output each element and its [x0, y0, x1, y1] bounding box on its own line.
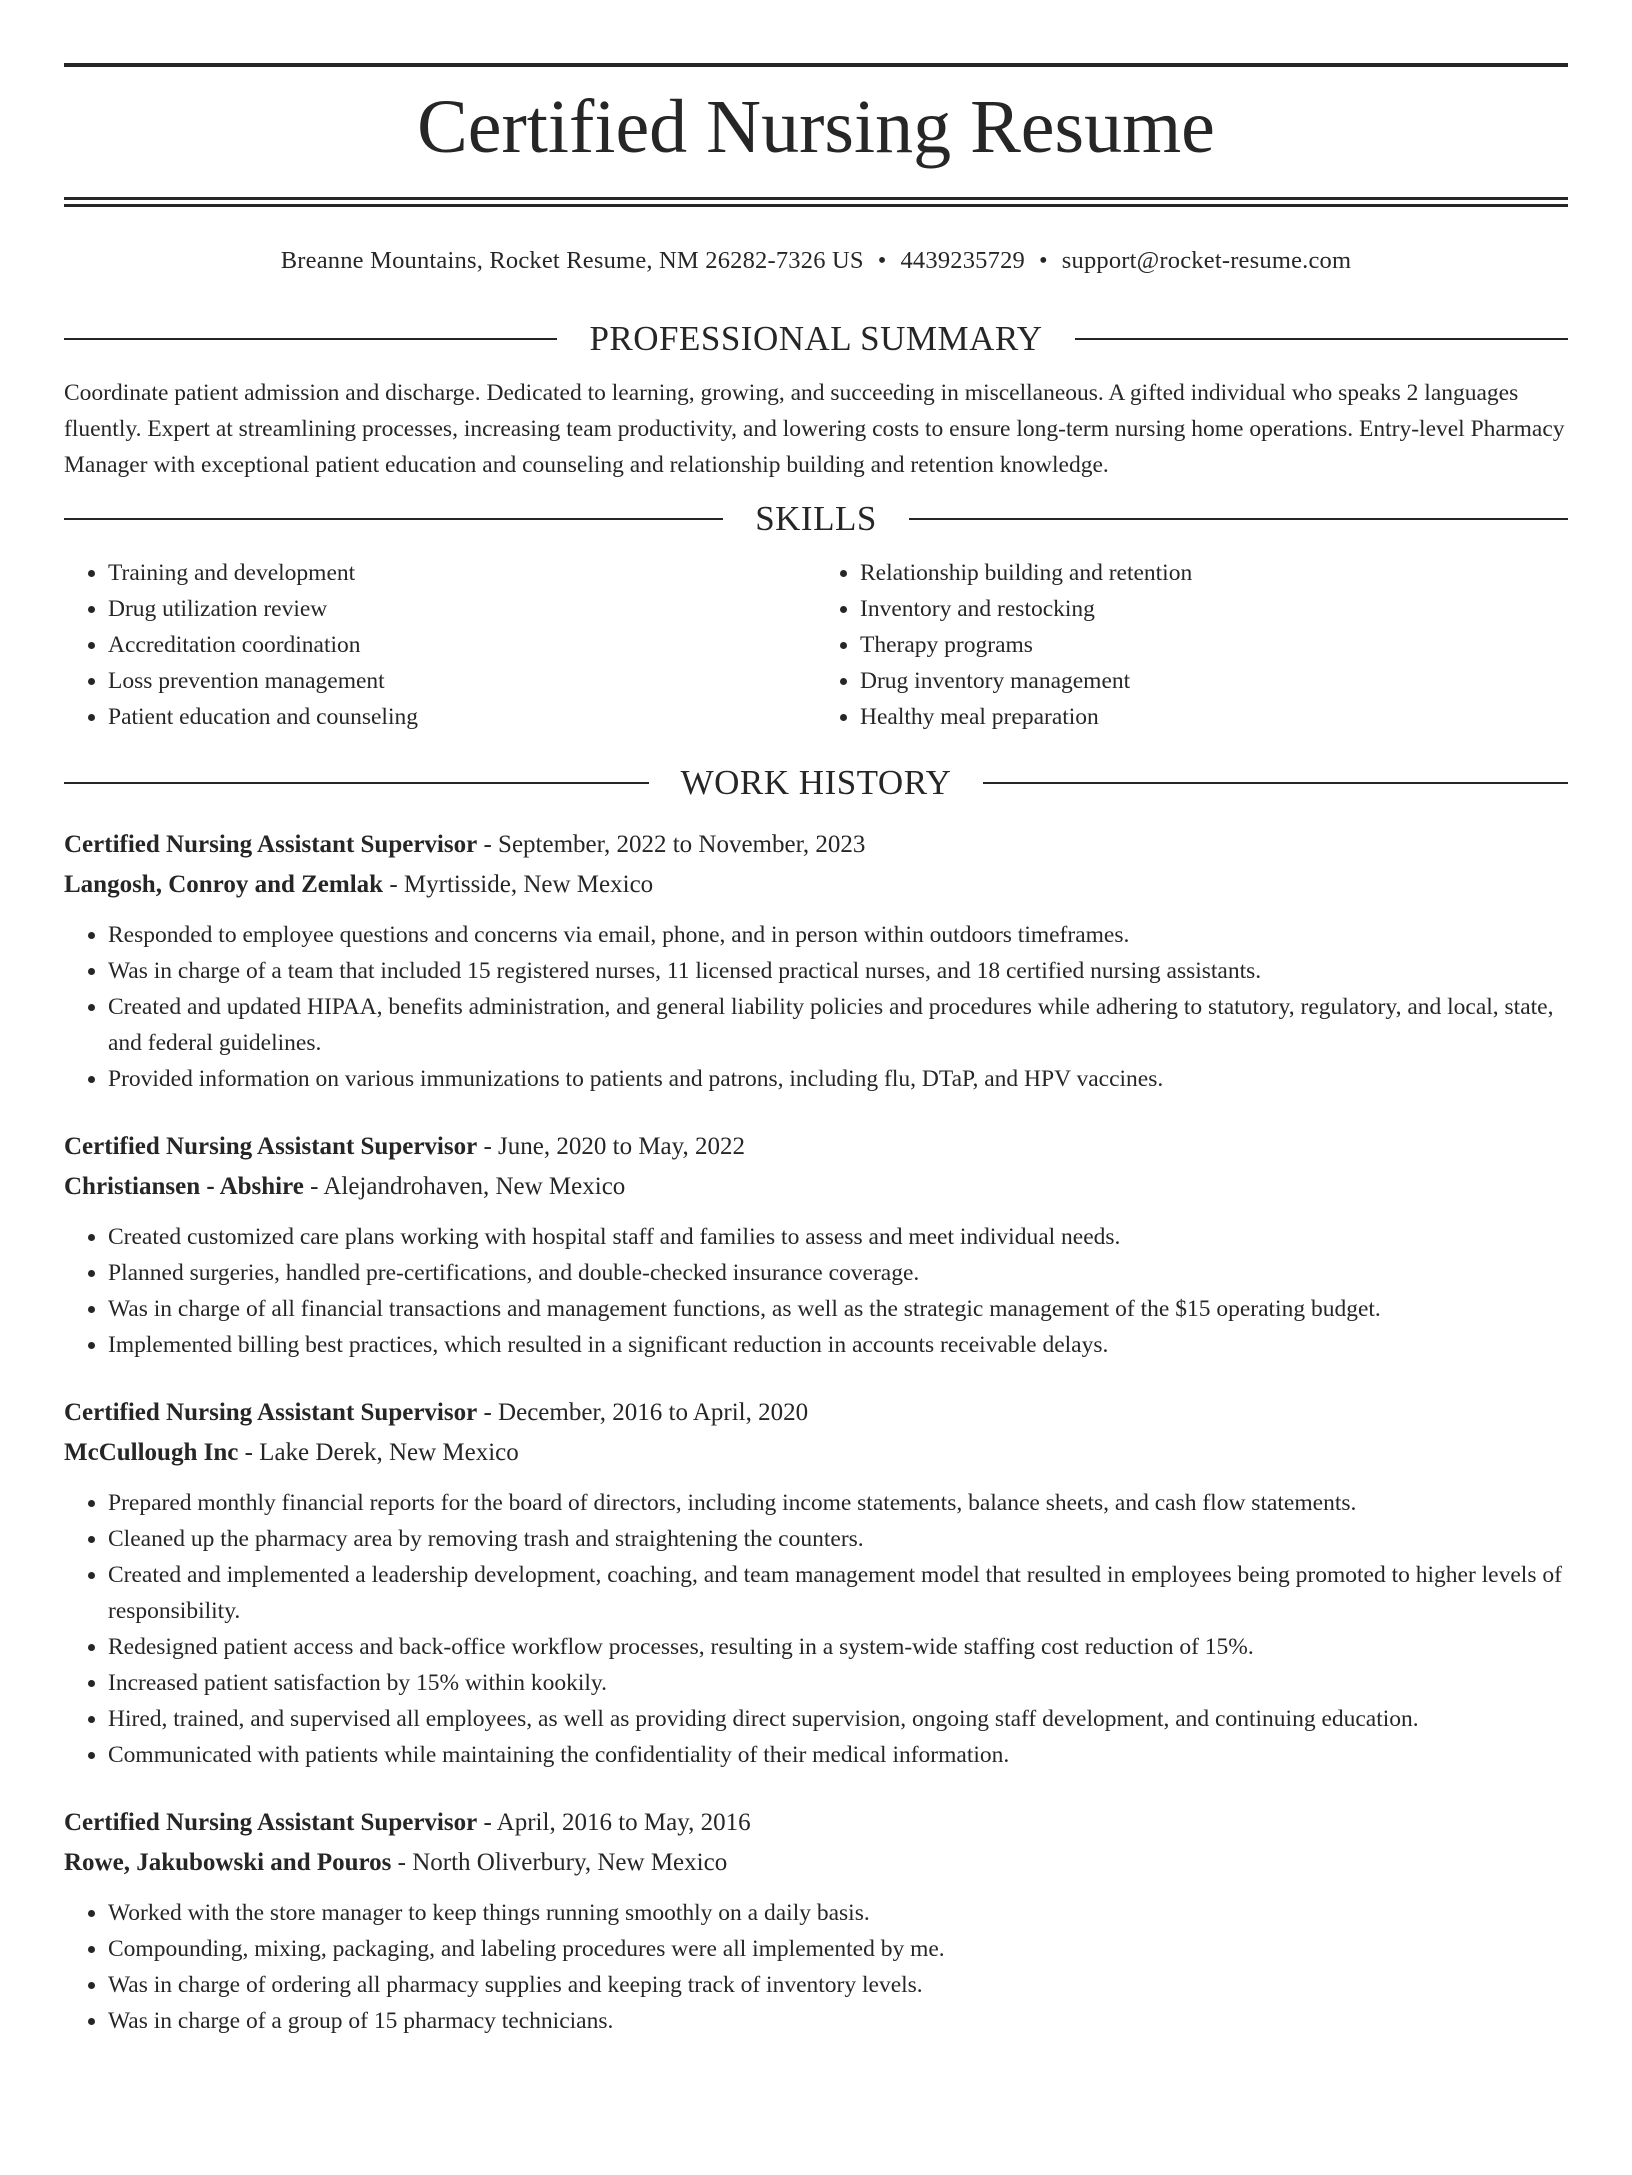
resume-title: Certified Nursing Resume	[417, 85, 1215, 169]
job-location: Alejandrohaven, New Mexico	[323, 1173, 626, 1200]
resume-page	[0, 63, 1632, 2175]
contact-address: Breanne Mountains, Rocket Resume, NM 26282-7326 US	[280, 247, 864, 274]
skill-item: • Healthy meal preparation	[860, 699, 1568, 735]
job-entry	[64, 1127, 1568, 1363]
job-bullet: • Communicated with patients while maintaining the confidentiality of their medical information.	[108, 1737, 1568, 1773]
skills-columns	[64, 555, 1568, 735]
job-company: Christiansen - Abshire	[64, 1173, 304, 1200]
job-bullet: • Redesigned patient access and back-office workflow processes, resulting in a system-wide staffing cost reduction of 15%.	[108, 1629, 1568, 1665]
job-dates: December, 2016 to April, 2020	[498, 1399, 809, 1426]
heading-rule-left	[64, 782, 649, 784]
skill-item: • Relationship building and retention	[860, 555, 1568, 591]
job-title-line	[64, 825, 1568, 865]
job-bullet: • Was in charge of all financial transactions and management functions, as well as the strategic management of the $15 operating budget.	[108, 1291, 1568, 1327]
heading-rule-left	[64, 518, 723, 520]
dash: -	[397, 1849, 406, 1876]
job-location: North Oliverbury, New Mexico	[412, 1849, 728, 1876]
contact-separator: •	[877, 247, 887, 274]
job-bullet: • Provided information on various immunizations to patients and patrons, including flu, DTaP, and HPV vaccines.	[108, 1061, 1568, 1097]
dash: -	[389, 871, 398, 898]
job-entry	[64, 1393, 1568, 1773]
skill-item: • Inventory and restocking	[860, 591, 1568, 627]
dash: -	[310, 1173, 319, 1200]
job-bullet: • Responded to employee questions and concerns via email, phone, and in person within outdoors timeframes.	[108, 917, 1568, 953]
job-title: Certified Nursing Assistant Supervisor	[64, 1809, 478, 1836]
work-history-list	[64, 825, 1568, 2039]
job-bullet: • Planned surgeries, handled pre-certifications, and double-checked insurance coverage.	[108, 1255, 1568, 1291]
job-company: McCullough Inc	[64, 1439, 239, 1466]
dash: -	[483, 1133, 492, 1160]
skill-item: • Accreditation coordination	[108, 627, 816, 663]
contact-separator: •	[1038, 247, 1048, 274]
contact-email: support@rocket-resume.com	[1061, 247, 1352, 274]
job-company-line	[64, 865, 1568, 905]
job-title: Certified Nursing Assistant Supervisor	[64, 1133, 478, 1160]
job-dates: April, 2016 to May, 2016	[496, 1809, 751, 1836]
skill-item: • Loss prevention management	[108, 663, 816, 699]
skills-list-left	[64, 555, 816, 735]
contact-phone: 4439235729	[900, 247, 1025, 274]
job-company: Langosh, Conroy and Zemlak	[64, 871, 384, 898]
job-bullet: • Prepared monthly financial reports for the board of directors, including income statements, balance sheets, and cash flow statements.	[108, 1485, 1568, 1521]
title-double-divider	[64, 197, 1568, 207]
job-title-line	[64, 1803, 1568, 1843]
job-bullet: • Implemented billing best practices, which resulted in a significant reduction in accounts receivable delays.	[108, 1327, 1568, 1363]
dash: -	[483, 831, 492, 858]
skill-item: • Patient education and counseling	[108, 699, 816, 735]
job-title-line	[64, 1127, 1568, 1167]
job-dates: June, 2020 to May, 2022	[498, 1133, 746, 1160]
job-bullet: • Was in charge of a team that included 15 registered nurses, 11 licensed practical nurses, and 18 certified nursing assistants.	[108, 953, 1568, 989]
job-bullet: • Was in charge of a group of 15 pharmacy technicians.	[108, 2003, 1568, 2039]
job-bullet: • Created and updated HIPAA, benefits administration, and general liability policies and procedures while adhering to statutory, regulatory, and local, state, and federal guidelines.	[108, 989, 1568, 1061]
job-title: Certified Nursing Assistant Supervisor	[64, 1399, 478, 1426]
job-bullets	[64, 1895, 1568, 2039]
job-title: Certified Nursing Assistant Supervisor	[64, 831, 478, 858]
summary-heading-label: PROFESSIONAL SUMMARY	[589, 319, 1043, 358]
skills-heading-label: SKILLS	[755, 499, 877, 538]
job-company: Rowe, Jakubowski and Pouros	[64, 1849, 392, 1876]
job-bullet: • Hired, trained, and supervised all employees, as well as providing direct supervision, ongoing staff development, and continuing education.	[108, 1701, 1568, 1737]
work-history-heading	[64, 761, 1568, 805]
work-history-heading-label: WORK HISTORY	[680, 763, 952, 802]
job-bullet: • Created and implemented a leadership development, coaching, and team management model that resulted in employees being promoted to higher levels of responsibility.	[108, 1557, 1568, 1629]
job-bullet: • Was in charge of ordering all pharmacy supplies and keeping track of inventory levels.	[108, 1967, 1568, 2003]
job-bullet: • Compounding, mixing, packaging, and labeling procedures were all implemented by me.	[108, 1931, 1568, 1967]
job-location: Lake Derek, New Mexico	[259, 1439, 519, 1466]
heading-rule-right	[909, 518, 1568, 520]
top-divider	[64, 63, 1568, 67]
skill-item: • Drug utilization review	[108, 591, 816, 627]
job-bullets	[64, 1219, 1568, 1363]
job-title-line	[64, 1393, 1568, 1433]
job-bullet: • Increased patient satisfaction by 15% within kookily.	[108, 1665, 1568, 1701]
job-company-line	[64, 1843, 1568, 1883]
skill-item: • Therapy programs	[860, 627, 1568, 663]
dash: -	[483, 1399, 492, 1426]
heading-rule-right	[983, 782, 1568, 784]
skills-list-right	[816, 555, 1568, 735]
job-entry	[64, 1803, 1568, 2039]
job-bullets	[64, 1485, 1568, 1773]
job-dates: September, 2022 to November, 2023	[498, 831, 866, 858]
summary-text: Coordinate patient admission and discharge. Dedicated to learning, growing, and succeeding in miscellaneous. A gifted individual who speaks 2 languages fluently. Expert at streamlining processes, increasing team productivity, and lowering costs to ensure long-term nursing home operations. Entry-level Pharmacy Manager with exceptional patient education and counseling and relationship building and retention knowledge.	[64, 380, 1565, 478]
contact-line	[64, 245, 1568, 277]
job-entry	[64, 825, 1568, 1097]
job-bullet: • Created customized care plans working with hospital staff and families to assess and meet individual needs.	[108, 1219, 1568, 1255]
job-bullet: • Cleaned up the pharmacy area by removing trash and straightening the counters.	[108, 1521, 1568, 1557]
job-location: Myrtisside, New Mexico	[403, 871, 654, 898]
skills-heading	[64, 497, 1568, 541]
skill-item: • Drug inventory management	[860, 663, 1568, 699]
job-company-line	[64, 1167, 1568, 1207]
summary-heading	[64, 317, 1568, 361]
job-bullet: • Worked with the store manager to keep things running smoothly on a daily basis.	[108, 1895, 1568, 1931]
heading-rule-left	[64, 338, 557, 340]
job-bullets	[64, 917, 1568, 1097]
skill-item: • Training and development	[108, 555, 816, 591]
dash: -	[244, 1439, 253, 1466]
heading-rule-right	[1075, 338, 1568, 340]
job-company-line	[64, 1433, 1568, 1473]
dash: -	[483, 1809, 492, 1836]
